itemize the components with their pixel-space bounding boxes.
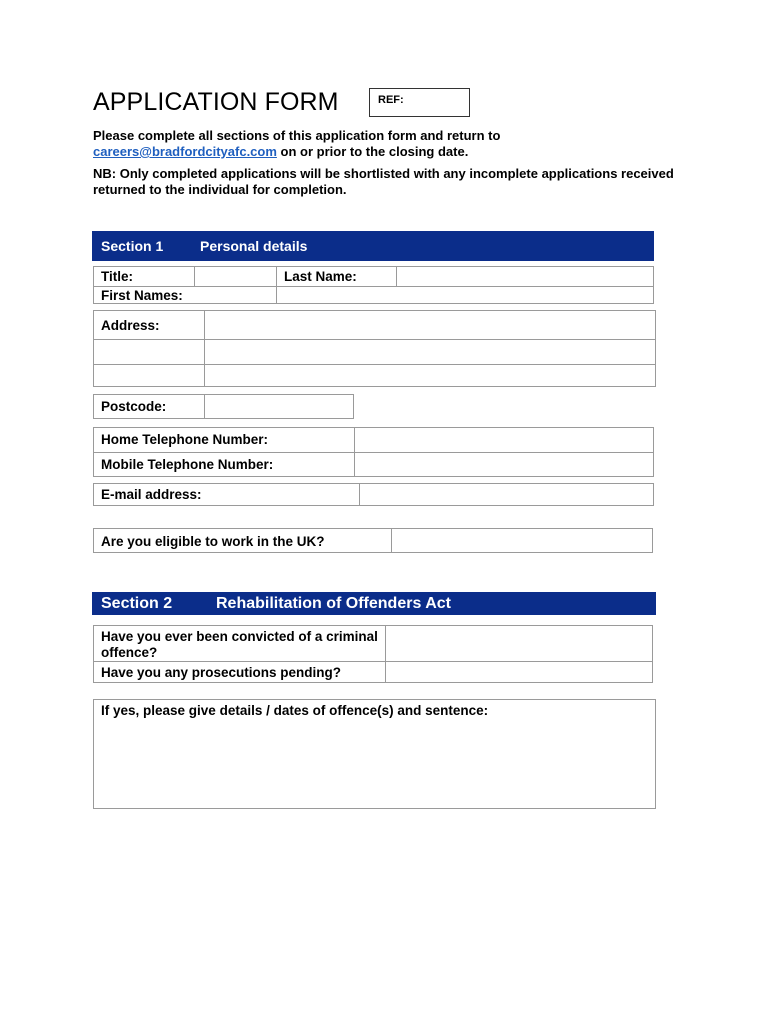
pending-input[interactable]: [386, 662, 653, 683]
nb-note: NB: Only completed applications will be shortlisted with any incomplete applications received returned to the individual for completion.: [93, 166, 674, 197]
postcode-label: Postcode:: [101, 399, 167, 414]
section2-header: [92, 592, 656, 615]
intro-line2: on or prior to the closing date.: [276, 144, 469, 159]
offence-details-label: If yes, please give details / dates of offence(s) and sentence:: [101, 703, 489, 718]
eligible-input[interactable]: [392, 529, 653, 553]
telephone-table: [93, 427, 654, 477]
email-label: E-mail address:: [101, 487, 202, 502]
section1-header: [92, 231, 654, 261]
last-name-input[interactable]: [397, 267, 654, 286]
address-line2-input[interactable]: [205, 340, 656, 364]
email-table: [93, 483, 654, 506]
postcode-table: [93, 394, 354, 419]
careers-email-link[interactable]: careers@bradfordcityafc.com: [93, 144, 277, 159]
page-title: APPLICATION FORM: [93, 88, 339, 116]
title-label: Title:: [101, 269, 134, 284]
email-input[interactable]: [360, 484, 654, 506]
address-table: [93, 310, 656, 387]
last-name-label: Last Name:: [284, 269, 357, 284]
convicted-label: Have you ever been convicted of a criminal offence?: [101, 629, 378, 660]
mobile-phone-label: Mobile Telephone Number:: [101, 457, 274, 472]
section2-name: Rehabilitation of Offenders Act: [216, 595, 451, 612]
postcode-input[interactable]: [205, 395, 354, 419]
section1-name: Personal details: [200, 238, 308, 254]
offence-details-box[interactable]: [93, 699, 656, 809]
eligible-label: Are you eligible to work in the UK?: [101, 534, 325, 549]
address-label: Address:: [101, 318, 160, 333]
address-line1-input[interactable]: [205, 311, 656, 339]
address-line3-input[interactable]: [205, 365, 656, 387]
eligibility-table: [93, 528, 653, 553]
section1-number: Section 1: [101, 238, 164, 254]
section2-number: Section 2: [101, 595, 173, 612]
first-names-input[interactable]: [277, 287, 654, 304]
home-phone-label: Home Telephone Number:: [101, 432, 269, 447]
convictions-table: [93, 625, 653, 683]
convicted-input[interactable]: [386, 626, 653, 661]
mobile-phone-input[interactable]: [355, 453, 654, 477]
first-names-label: First Names:: [101, 288, 183, 303]
ref-field[interactable]: [369, 88, 470, 117]
intro-line1: Please complete all sections of this application form and return to: [93, 128, 501, 143]
name-table: [93, 266, 654, 304]
intro-text: [93, 128, 693, 160]
ref-label: REF:: [378, 94, 404, 106]
pending-label: Have you any prosecutions pending?: [101, 665, 342, 680]
home-phone-input[interactable]: [355, 428, 654, 452]
title-input[interactable]: [195, 267, 276, 286]
